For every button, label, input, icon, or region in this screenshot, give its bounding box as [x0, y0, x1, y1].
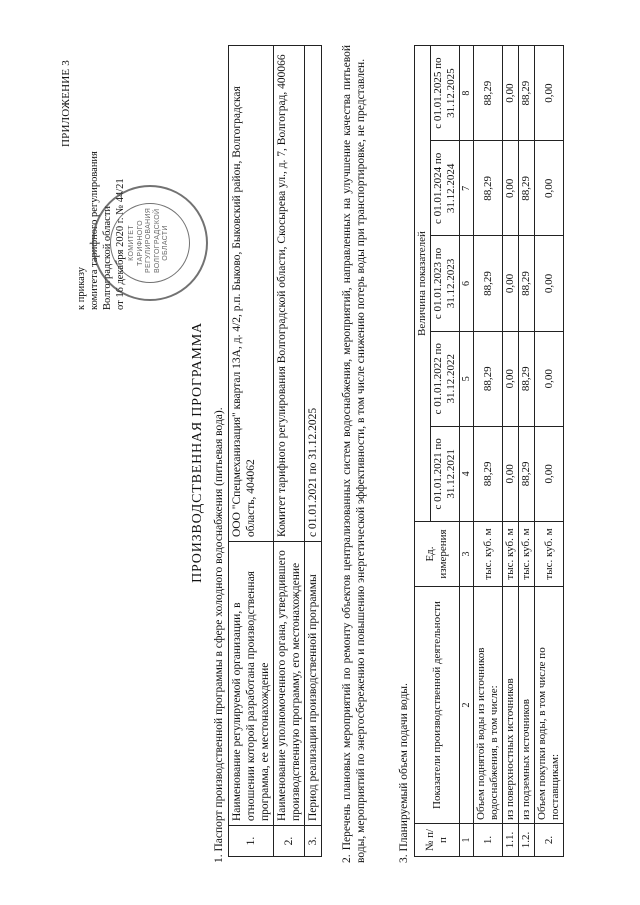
row-value: 88,29: [519, 236, 535, 331]
stamp-text: КОМИТЕТ ТАРИФНОГО РЕГУЛИРОВАНИЯ ВОЛГОГРАДСКОЙ ОБЛАСТИ: [128, 207, 169, 273]
row-value: 0,00: [503, 141, 519, 236]
index-cell: 8: [460, 46, 474, 141]
row-value: 0,00: [535, 141, 564, 236]
row-name: Объем поднятой воды из источников водоснабжения, в том числе:: [474, 587, 503, 824]
index-cell: 6: [460, 236, 474, 331]
row-number: 1.2.: [519, 824, 535, 857]
row-number: 2.: [535, 824, 564, 857]
header-indicator: Показатели производственной деятельности: [415, 587, 460, 824]
header-period: с 01.01.2024 по 31.12.2024: [431, 141, 460, 236]
row-unit: тыс. куб. м: [503, 522, 519, 587]
row-value: 88,29: [474, 236, 503, 331]
appendix-line: комитета тарифного регулирования: [89, 151, 100, 310]
row-key: Наименование уполномоченного органа, утвердившего производственную программу, его местонахождение: [274, 542, 305, 826]
table-row: [474, 46, 503, 857]
index-cell: 3: [460, 522, 474, 587]
table-row: [274, 46, 305, 857]
header-num: № п/п: [415, 824, 460, 857]
row-unit: тыс. куб. м: [535, 522, 564, 587]
section3-heading: 3. Планируемый объем подачи воды.: [398, 683, 410, 863]
section1-heading: 1. Паспорт производственной программы в сфере холодного водоснабжения (питьевая вода).: [213, 407, 225, 863]
table-row: [305, 46, 322, 857]
index-cell: 7: [460, 141, 474, 236]
header-period: с 01.01.2023 по 31.12.2023: [431, 236, 460, 331]
row-unit: тыс. куб. м: [474, 522, 503, 587]
row-name: из подземных источников: [519, 587, 535, 824]
row-value: 88,29: [474, 426, 503, 521]
row-value: 88,29: [519, 46, 535, 141]
header-row: [415, 46, 431, 857]
row-value: Комитет тарифного регулирования Волгоградской области, Скосырева ул., д. 7, Волгоград, 400066: [274, 46, 305, 542]
row-value: 88,29: [474, 141, 503, 236]
row-number: 2.: [274, 826, 305, 857]
row-value: 0,00: [535, 236, 564, 331]
index-cell: 5: [460, 331, 474, 426]
appendix-line: к приказу: [76, 267, 87, 310]
row-value: 0,00: [535, 331, 564, 426]
row-value: 0,00: [503, 46, 519, 141]
header-period: с 01.01.2025 по 31.12.2025: [431, 46, 460, 141]
row-value: 0,00: [503, 236, 519, 331]
row-number: 1.: [474, 824, 503, 857]
header-unit: Ед. измерения: [415, 522, 460, 587]
row-value: 0,00: [503, 426, 519, 521]
row-key: Период реализации производственной программы: [305, 542, 322, 826]
header-period: с 01.01.2021 по 31.12.2021: [431, 426, 460, 521]
row-unit: тыс. куб. м: [519, 522, 535, 587]
row-value: с 01.01.2021 по 31.12.2025: [305, 46, 322, 542]
header-period: с 01.01.2022 по 31.12.2022: [431, 331, 460, 426]
row-value: ООО "Спецмеханизация" квартал 13А, д. 4/2, р.п. Быково, Быковский район, Волгоградская область, 404062: [229, 46, 274, 542]
row-number: 1.: [229, 826, 274, 857]
row-number: 1.1.: [503, 824, 519, 857]
passport-table: [228, 45, 322, 857]
section2-text: 2. Перечень плановых мероприятий по ремонту объектов централизованных систем водоснабжения, мероприятий, направленных на улучшение качества питьевой воды, мероприятий по энергосбережению и повышению энергетической эффективности, в том числе снижению потерь воды при транспортировке, не представлен.: [341, 45, 367, 863]
row-name: Объем покупки воды, в том числе по поставщикам:: [535, 587, 564, 824]
page-title: ПРОИЗВОДСТВЕННАЯ ПРОГРАММА: [190, 322, 205, 583]
appendix-title: ПРИЛОЖЕНИЕ 3: [60, 60, 72, 147]
table-row: [535, 46, 564, 857]
row-value: 0,00: [535, 46, 564, 141]
table-row: [229, 46, 274, 857]
row-value: 88,29: [519, 426, 535, 521]
row-key: Наименование регулируемой организации, в отношении которой разработана производственная программа, ее местонахождение: [229, 542, 274, 826]
row-value: 88,29: [519, 331, 535, 426]
row-value: 0,00: [535, 426, 564, 521]
row-name: из поверхностных источников: [503, 587, 519, 824]
index-cell: 4: [460, 426, 474, 521]
index-cell: 1: [460, 824, 474, 857]
row-number: 3.: [305, 826, 322, 857]
row-value: 88,29: [474, 46, 503, 141]
header-group: Величина показателей: [415, 46, 431, 522]
index-cell: 2: [460, 587, 474, 824]
appendix-line: Волгоградской области: [102, 205, 113, 310]
water-volume-table: [414, 45, 564, 857]
index-row: [460, 46, 474, 857]
row-value: 88,29: [519, 141, 535, 236]
row-value: 0,00: [503, 331, 519, 426]
row-value: 88,29: [474, 331, 503, 426]
table-row: [519, 46, 535, 857]
table-row: [503, 46, 519, 857]
appendix-line: от 16 декабря 2020 г. № 44/21: [115, 178, 126, 310]
